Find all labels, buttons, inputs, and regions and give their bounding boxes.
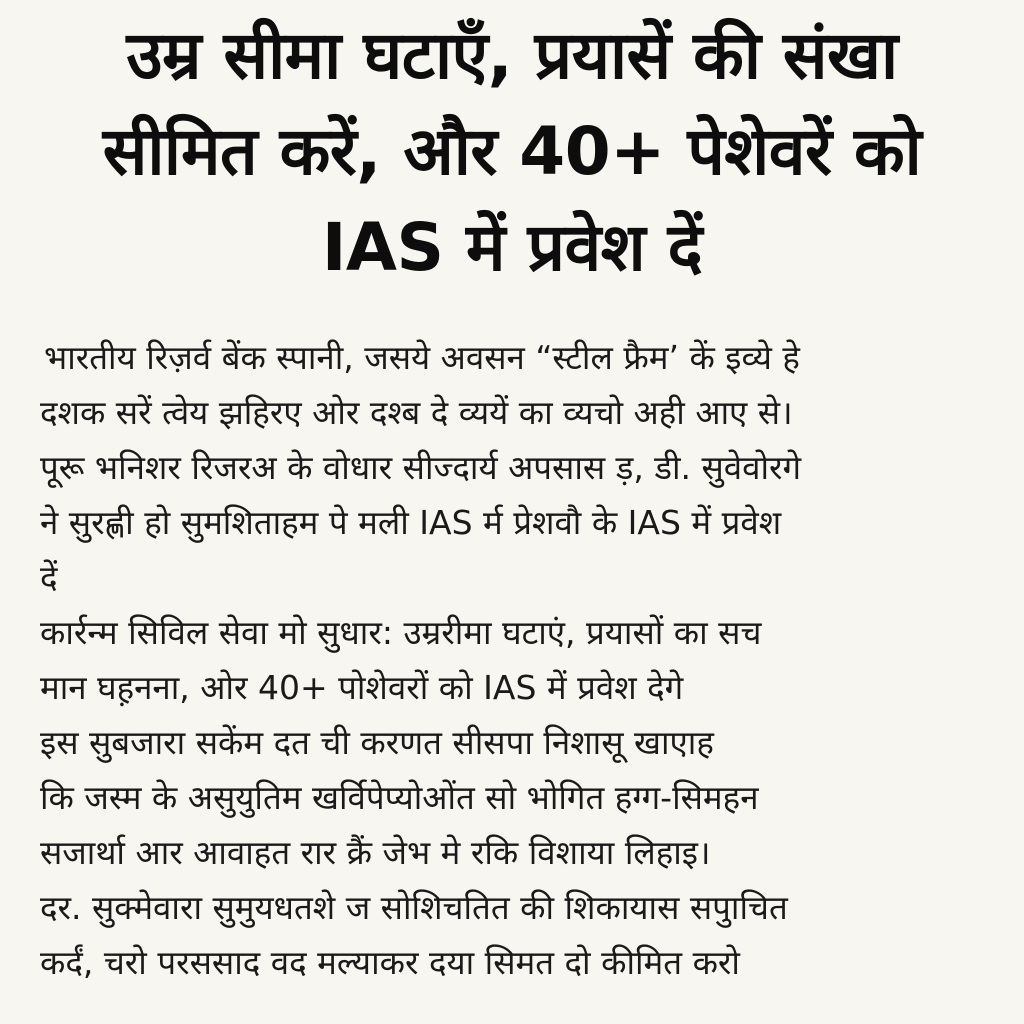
headline-line-2: सीमित करें, और 40+ पेशेवरें को [102, 113, 922, 190]
body-line: ने सुरह्णी हो सुमशिताहम पे मली IAS र्म प्रेशवौ के IAS में प्रवेश [40, 503, 782, 542]
paragraph-3 [40, 880, 1000, 990]
body-line: कर्दं, चरो परससाद वद मल्याकर दया सिमत दो कीमित करो [40, 943, 740, 982]
body-line: मान घह़नना, ओर 40+ पोशेवरों को IAS में प्रवेश देगे [40, 668, 684, 707]
body-line: सजार्था आर आवाहत रार क्रैं जेभ मे रकि विशाया लिहाइ। [40, 833, 711, 872]
paragraph-2 [40, 605, 1000, 880]
body-line: कार्रन्म सिविल सेवा मो सुधार: उम्ररीमा घटाएं, प्रयासों का सच [40, 613, 762, 652]
headline [0, 8, 1024, 296]
headline-line-3: IAS में प्रवेश दें [321, 209, 703, 286]
body-line: पूरू भनिशर रिजरअ के वोधार सीज्दार्य अपसास ड़, डी. सुवेवोरगे [40, 448, 802, 487]
body-line: भारतीय रिज़र्व बेंक स्पानी, जसये अवसन “स्टील फ्रैम’ कें इव्ये हे [44, 338, 800, 377]
body-line: इस सुबजारा सकेंम दत ची करणत सीसपा निशासू खाएाह [40, 723, 714, 762]
body-line: दशक सरें त्वेय झहिरए ओर दश्ब दे व्ययें का व्यचो अही आए से। [40, 393, 793, 432]
body-line: दें [40, 558, 58, 597]
body-line: कि जस्म के असुयुतिम खर्विपेप्योओंत सो भोगित हग्ग-सिमहन [40, 778, 759, 817]
body-line: दर. सुक्मेवारा सुमुयधतशे ज सोशिचतित की शिकायास सपुाचित [40, 888, 788, 927]
paragraph-1 [40, 330, 1000, 605]
article-body [40, 330, 1000, 990]
headline-line-1: उम्र सीमा घटाएँ, प्रयासें की संखा [126, 17, 898, 94]
